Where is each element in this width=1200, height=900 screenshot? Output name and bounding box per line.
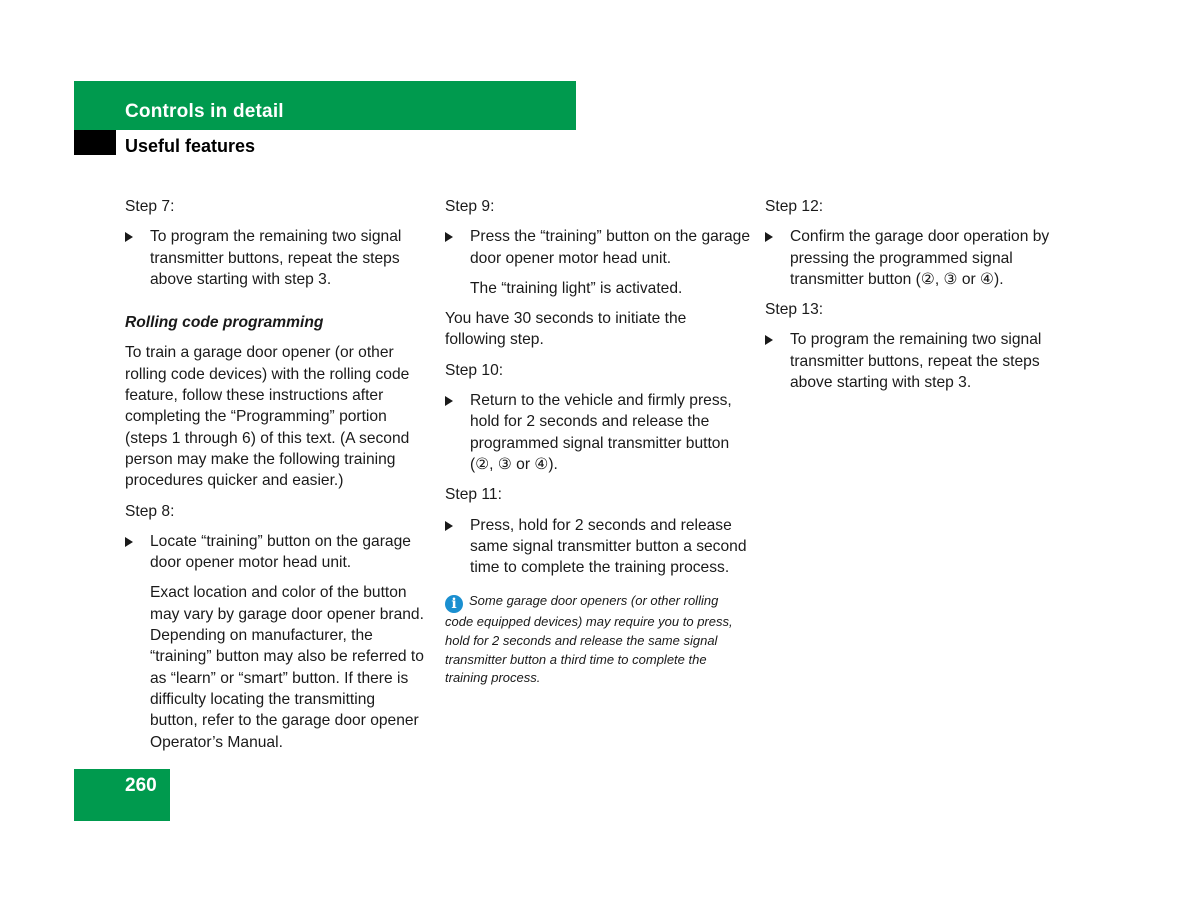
info-icon: i — [445, 595, 463, 613]
info-note: i Some garage door openers (or other rolling code equipped devices) may require you to press, hold for 2 seconds and release the same signal transmitter button a third time to complete the training process. — [445, 593, 733, 686]
column-1 — [125, 196, 425, 762]
step-13-label: Step 13: — [765, 301, 824, 319]
column-3 — [765, 196, 1070, 402]
triangle-right-icon — [445, 521, 453, 531]
step-8-instruction: Locate “training” button on the garage door opener motor head unit. — [125, 531, 425, 574]
section-subtitle: Useful features — [125, 136, 256, 156]
thirty-seconds-text: You have 30 seconds to initiate the following step. — [445, 310, 687, 349]
step-7-instruction: To program the remaining two signal transmitter buttons, repeat the steps above starting with step 3. — [125, 226, 425, 290]
step-11-instruction: Press, hold for 2 seconds and release same signal transmitter button a second time to complete the training process. — [445, 515, 750, 579]
step-12-label: Step 12: — [765, 198, 824, 215]
triangle-right-icon — [125, 537, 133, 547]
column-2 — [445, 196, 750, 701]
step-9-label: Step 9: — [445, 198, 495, 215]
rolling-code-text: To train a garage door opener (or other rolling code devices) with the rolling code feature, follow these instructions after completing the “Programming” portion (steps 1 through 6) of this text. (A second person may make the following training procedures quicker and easier.) — [125, 344, 410, 490]
step-12-instruction: Confirm the garage door operation by pressing the programmed signal transmitter button (②, ③ or ④). — [765, 226, 1070, 290]
section-title: Controls in detail — [125, 101, 284, 122]
triangle-right-icon — [445, 396, 453, 406]
page-number: 260 — [125, 775, 157, 796]
triangle-right-icon — [445, 232, 453, 242]
step-8-label: Step 8: — [125, 502, 175, 520]
step-11-label: Step 11: — [445, 486, 502, 504]
triangle-right-icon — [765, 232, 773, 242]
step-9-note: The “training light” is activated. — [470, 279, 683, 297]
step-10-instruction: Return to the vehicle and firmly press, hold for 2 seconds and release the programmed signal transmitter button (②, ③ or ④). — [445, 390, 750, 475]
triangle-right-icon — [125, 232, 133, 242]
triangle-right-icon — [765, 335, 773, 345]
step-9-instruction: Press the “training” button on the garage door opener motor head unit. — [445, 226, 750, 269]
step-7-label: Step 7: — [125, 198, 175, 215]
step-8-note: Exact location and color of the button may vary by garage door opener brand. Depending on manufacturer, the “training” button may also be referred to as “learn” or “smart” button. If there is difficulty locating the transmitting button, refer to the garage door opener Operator’s Manual. — [150, 584, 424, 751]
step-10-label: Step 10: — [445, 361, 504, 379]
header-tab-marker — [74, 130, 116, 155]
step-13-instruction: To program the remaining two signal transmitter buttons, repeat the steps above starting with step 3. — [765, 329, 1070, 393]
rolling-code-heading: Rolling code programming — [125, 314, 324, 332]
